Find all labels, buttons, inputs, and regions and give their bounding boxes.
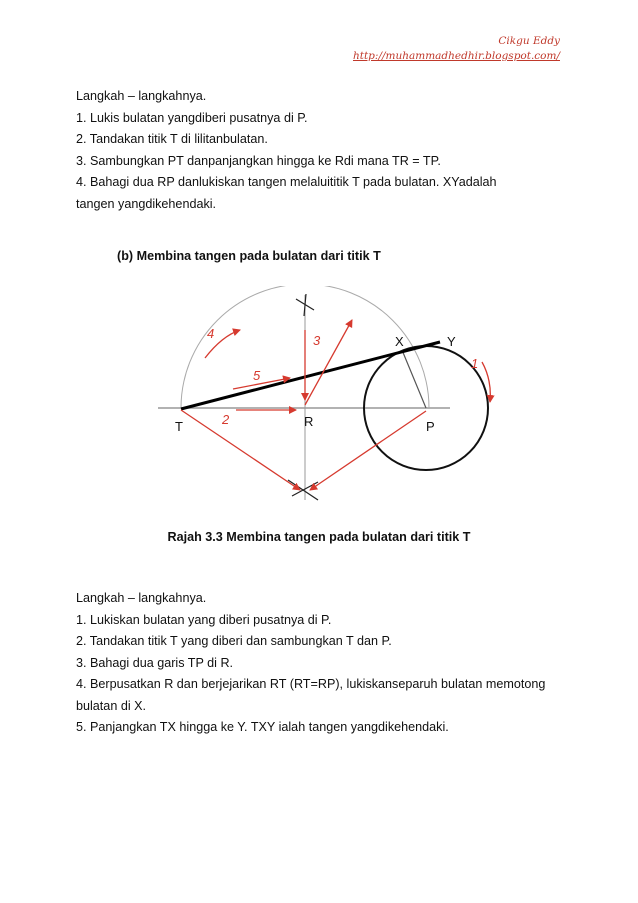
steps-list-1 (76, 86, 576, 215)
step-item: 4. Bahagi dua RP danlukiskan tangen melaluititik T pada bulatan. XYadalah (76, 175, 497, 189)
step-item: 2. Tandakan titik T di lilitanbulatan. (76, 132, 268, 146)
step-item: 4. Berpusatkan R dan berjejarikan RT (RT=RP), lukiskanseparuh bulatan memotong (76, 677, 546, 691)
point-label-p: P (426, 419, 435, 434)
step-number-label: 4 (207, 326, 215, 341)
steps-title: Langkah – langkahnya. (76, 89, 207, 103)
figure-caption: Rajah 3.3 Membina tangen pada bulatan dari titik T (167, 530, 471, 544)
steps-list-2 (76, 588, 576, 739)
construction-arrow (181, 410, 300, 490)
step-item: bulatan di X. (76, 698, 147, 713)
step-item: 3. Sambungkan PT danpanjangkan hingga ke Rdi mana TR = TP. (76, 153, 441, 168)
step-number-label: 5 (253, 368, 261, 383)
step-item: 1. Lukiskan bulatan yang diberi pusatnya di P. (76, 612, 332, 627)
page-header (353, 34, 560, 64)
arc-crossing-bottom (288, 480, 318, 500)
section-heading: (b) Membina tangen pada bulatan dari titik T (117, 249, 381, 263)
step-item: 3. Bahagi dua garis TP di R. (76, 655, 234, 670)
radius-line (402, 350, 426, 408)
point-label-x: X (395, 334, 404, 349)
construction-arrow (310, 411, 426, 490)
step-item: 5. Panjangkan TX hingga ke Y. TXY ialah tangen yangdikehendaki. (76, 720, 449, 734)
point-label-r: R (304, 414, 314, 429)
blog-url-link[interactable]: http://muhammadhedhir.blogspot.com/ (352, 50, 560, 62)
step-number-label: 3 (313, 333, 321, 348)
point-label-y: Y (447, 334, 456, 349)
step-item: 2. Tandakan titik T yang diberi dan sambungkan T dan P. (76, 634, 392, 648)
step-number-label: 2 (222, 412, 230, 427)
point-label-t: T (175, 419, 183, 434)
step-number-label: 1 (471, 356, 479, 371)
step-item: tangen yangdikehendaki. (76, 196, 217, 211)
tangent-construction-diagram (150, 286, 510, 506)
steps-title: Langkah – langkahnya. (76, 591, 207, 605)
author-name: Cikgu Eddy (498, 35, 560, 47)
step-item: 1. Lukis bulatan yangdiberi pusatnya di P. (76, 110, 308, 125)
tangent-line (181, 342, 440, 409)
